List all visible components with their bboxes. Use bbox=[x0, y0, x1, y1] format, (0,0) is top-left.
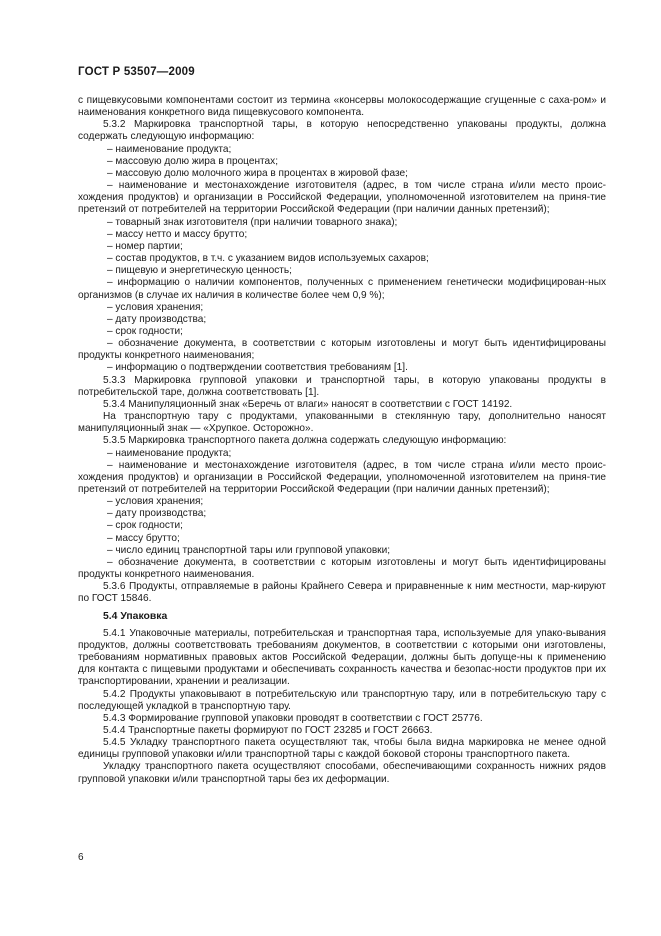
list-item: – массу брутто; bbox=[78, 533, 606, 545]
paragraph: 5.4.4 Транспортные пакеты формируют по ГОСТ 23285 и ГОСТ 26663. bbox=[103, 724, 433, 736]
paragraph: 5.4.1 Упаковочные материалы, потребительская и транспортная тара, используемые для упако-вывания продуктов, должны соответствовать требованиям документов, в соответствии с которыми они изготовлены, требованиям нормативных правовых актов Российской Федерации, должны быть допуще-ны к применению для контакта с пищевыми продуктами и обеспечивать сохранность качества и безопас-ности продуктов при их транспортировании, хранении и реализации. bbox=[78, 627, 606, 688]
list-item: – обозначение документа, в соответствии с которым изготовлены и могут быть идентифицированы продукты конкретного наименования; bbox=[78, 338, 606, 362]
list-item: – дату производства; bbox=[78, 508, 606, 520]
paragraph: Укладку транспортного пакета осуществляют способами, обеспечивающими сохранность нижних рядов групповой упаковки и/или транспортной тары без их деформации. bbox=[78, 761, 606, 785]
list-item: – массу нетто и массу брутто; bbox=[78, 229, 606, 241]
list-item: – информацию о наличии компонентов, полученных с применением генетически модифицирован-ных организмов (в случае их наличия в количестве более чем 0,9 %); bbox=[78, 277, 606, 301]
paragraph: 5.3.3 Маркировка групповой упаковки и транспортной тары, в которую упакованы продукты в потребительской таре, должна соответствовать [1]. bbox=[78, 374, 606, 398]
paragraph: 5.3.4 Манипуляционный знак «Беречь от влаги» наносят в соответствии с ГОСТ 14192. bbox=[103, 398, 513, 410]
paragraph: с пищевкусовыми компонентами состоит из термина «консервы молокосодержащие сгущенные с саха-ром» и наименования конкретного вида пищевкусового компонента. bbox=[78, 95, 606, 119]
list-item: – число единиц транспортной тары или групповой упаковки; bbox=[78, 545, 606, 557]
list-item: – информацию о подтверждении соответствия требованиям [1]. bbox=[78, 362, 606, 374]
list-item: – условия хранения; bbox=[78, 496, 606, 508]
list-item: – срок годности; bbox=[78, 326, 606, 338]
list-item: – дату производства; bbox=[78, 314, 606, 326]
paragraph: 5.4.5 Укладку транспортного пакета осуществляют так, чтобы была видна маркировка не менее одной единицы групповой упаковки и/или транспортной тары с каждой боковой стороны транспортного пакета. bbox=[78, 737, 606, 761]
list-item: – условия хранения; bbox=[78, 302, 606, 314]
paragraph: 5.3.2 Маркировка транспортной тары, в которую непосредственно упакованы продукты, должна содержать следующую информацию: bbox=[78, 119, 606, 143]
list-item: – наименование продукта; bbox=[78, 144, 606, 156]
paragraph: 5.4.2 Продукты упаковывают в потребительскую или транспортную тару, или в потребительскую тару с последующей укладкой в транспортную тару. bbox=[78, 688, 606, 712]
section-heading: 5.4 Упаковка bbox=[103, 610, 168, 622]
document-header: ГОСТ Р 53507—2009 bbox=[78, 66, 195, 78]
paragraph: На транспортную тару с продуктами, упакованными в стеклянную тару, дополнительно наносят манипуляционный знак — «Хрупкое. Осторожно». bbox=[78, 411, 606, 435]
list-item: – наименование и местонахождение изготовителя (адрес, в том числе страна и/или место проис-хождения продуктов) и организации в Российской Федерации, уполномоченной изготовителем на приня-тие претензий от потребителей на территории Российской Федерации (при наличии данных претензий); bbox=[78, 180, 606, 216]
list-item: – товарный знак изготовителя (при наличии товарного знака); bbox=[78, 217, 606, 229]
paragraph: 5.3.6 Продукты, отправляемые в районы Крайнего Севера и приравненные к ним местности, мар-кируют по ГОСТ 15846. bbox=[78, 581, 606, 605]
paragraph: 5.4.3 Формирование групповой упаковки проводят в соответствии с ГОСТ 25776. bbox=[103, 712, 483, 724]
list-item: – массовую долю молочного жира в процентах в жировой фазе; bbox=[78, 168, 606, 180]
list-item: – наименование и местонахождение изготовителя (адрес, в том числе страна и/или место проис-хождения продуктов) и организации в Российской Федерации, уполномоченной изготовителем на приня-тие претензий от потребителей на территории Российской Федерации (при наличии данных претензий); bbox=[78, 460, 606, 496]
list-item: – наименование продукта; bbox=[78, 448, 606, 460]
document-body bbox=[78, 95, 606, 786]
paragraph: 5.3.5 Маркировка транспортного пакета должна содержать следующую информацию: bbox=[103, 435, 507, 447]
list-item: – обозначение документа, в соответствии с которым изготовлены и могут быть идентифицированы продукты конкретного наименования. bbox=[78, 557, 606, 581]
list-item: – пищевую и энергетическую ценность; bbox=[78, 265, 606, 277]
page-number: 6 bbox=[78, 852, 84, 863]
list-item: – массовую долю жира в процентах; bbox=[78, 156, 606, 168]
list-item: – номер партии; bbox=[78, 241, 606, 253]
list-item: – состав продуктов, в т.ч. с указанием видов используемых сахаров; bbox=[78, 253, 606, 265]
list-item: – срок годности; bbox=[78, 520, 606, 532]
